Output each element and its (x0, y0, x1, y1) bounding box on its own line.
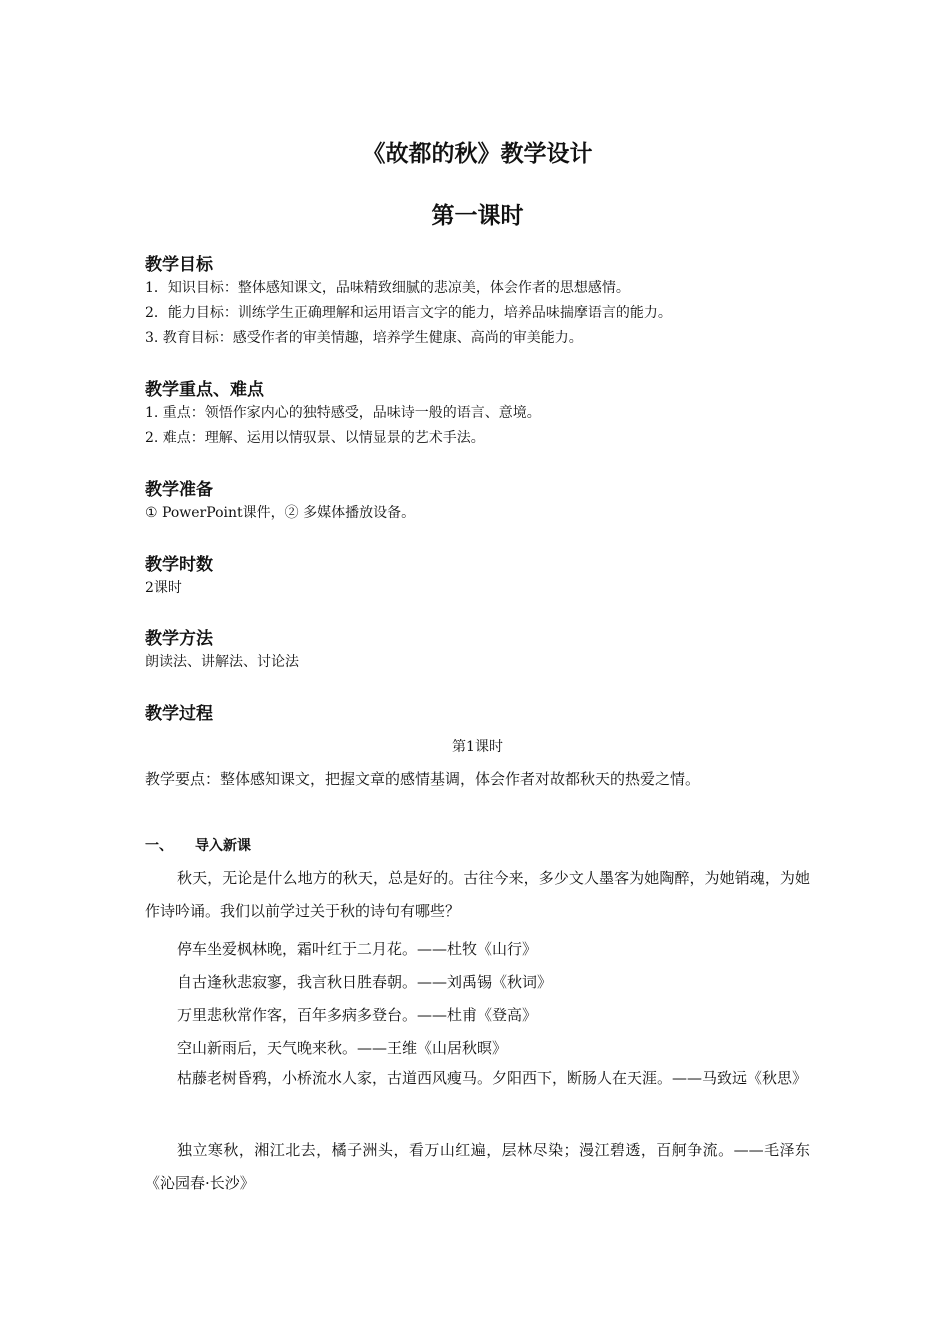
document-title: 《故都的秋》教学设计 (362, 141, 593, 167)
hours-text: 2课时 (145, 580, 182, 596)
prep-text: ① PowerPoint课件，② 多媒体播放设备。 (145, 505, 416, 521)
intro-paragraph: 秋天，无论是什么地方的秋天，总是好的。古往今来，多少文人墨客为她陶醉，为她销魂，为她作诗吟诵。我们以前学过关于秋的诗句有哪些？ (145, 869, 810, 920)
poem-paragraph: 枯藤老树昏鸦，小桥流水人家，古道西风瘦马。夕阳西下，断肠人在天涯。——马致远《秋思》 (177, 1069, 808, 1087)
poem-line: 自古逢秋悲寂寥，我言秋日胜春朝。——刘禹锡《秋词》 (177, 973, 553, 991)
goal-item: 3. 教育目标：感受作者的审美情趣，培养学生健康、高尚的审美能力。 (145, 330, 583, 346)
poem-line: 停车坐爱枫林晚，霜叶红于二月花。——杜牧《山行》 (177, 940, 538, 958)
poem-line: 空山新雨后，天气晚来秋。——王维《山居秋暝》 (177, 1039, 508, 1057)
lesson-subtitle: 第一课时 (431, 203, 524, 229)
keypoint-item: 2. 难点：理解、运用以情驭景、以情显景的艺术手法。 (145, 430, 485, 446)
prep-heading: 教学准备 (145, 480, 213, 500)
section-number: 一、 (145, 838, 173, 854)
hours-heading: 教学时数 (145, 555, 213, 575)
methods-heading: 教学方法 (145, 629, 213, 649)
methods-text: 朗读法、讲解法、讨论法 (145, 654, 299, 670)
section-heading (145, 835, 251, 855)
keypoints-heading: 教学重点、难点 (145, 380, 264, 400)
lesson-key-point: 教学要点：整体感知课文，把握文章的感情基调，体会作者对故都秋天的热爱之情。 (145, 770, 701, 788)
process-heading: 教学过程 (145, 704, 213, 724)
lesson-label: 第1课时 (452, 739, 503, 755)
goals-heading: 教学目标 (145, 255, 213, 275)
poem-line: 万里悲秋常作客，百年多病多登台。——杜甫《登高》 (177, 1006, 538, 1024)
poem-paragraph: 独立寒秋，湘江北去，橘子洲头，看万山红遍，层林尽染；漫江碧透，百舸争流。——毛泽东《沁园春·长沙》 (145, 1141, 810, 1192)
goal-item: 2．能力目标：训练学生正确理解和运用语言文字的能力，培养品味揣摩语言的能力。 (145, 305, 672, 321)
keypoint-item: 1. 重点：领悟作家内心的独特感受，品味诗一般的语言、意境。 (145, 405, 541, 421)
section-title: 导入新课 (195, 838, 251, 854)
goal-item: 1．知识目标：整体感知课文，品味精致细腻的悲凉美，体会作者的思想感情。 (145, 280, 630, 296)
